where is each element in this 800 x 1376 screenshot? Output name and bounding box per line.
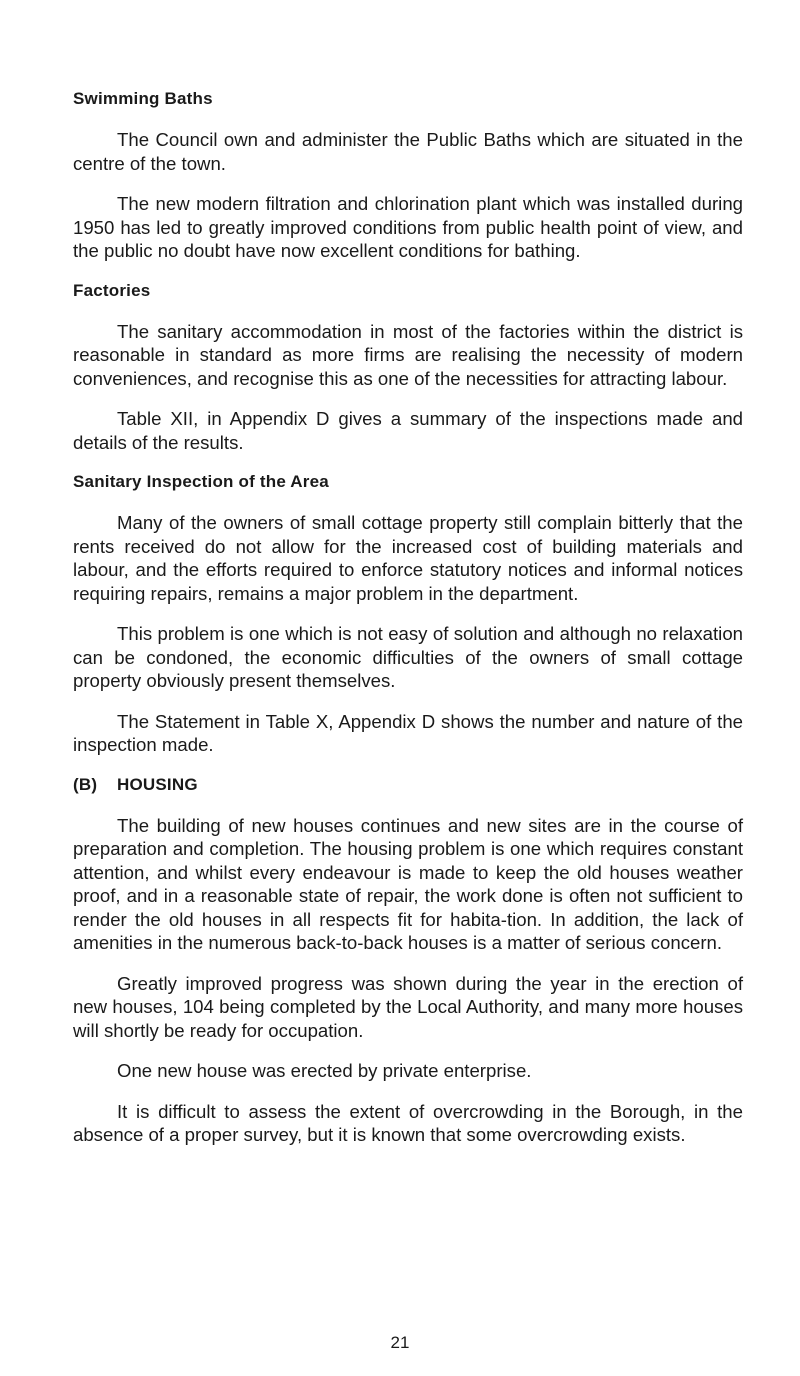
heading-factories: Factories [73, 280, 151, 300]
paragraph: One new house was erected by private enterprise. [117, 1060, 532, 1081]
paragraph: The Statement in Table X, Appendix D shows the number and nature of the inspection made. [73, 710, 743, 755]
paragraph: Many of the owners of small cottage property still complain bitterly that the rents received do not allow for the increased cost of building materials and labour, and the efforts required to enforce statutory notices and informal notices requiring repairs, remains a major problem in the department. [73, 512, 743, 604]
paragraph: The new modern filtration and chlorination plant which was installed during 1950 has led to greatly improved conditions from public health point of view, and the public no doubt have now excellent conditions for bathing. [73, 193, 743, 261]
heading-sanitary-inspection: Sanitary Inspection of the Area [73, 472, 329, 491]
section-letter: (B) [73, 774, 98, 794]
section-title: HOUSING [117, 774, 198, 794]
heading-housing [73, 774, 743, 796]
paragraph: It is difficult to assess the extent of overcrowding in the Borough, in the absence of a proper survey, but it is known that some overcrowding exists. [73, 1100, 743, 1145]
paragraph: The sanitary accommodation in most of the factories within the district is reasonable in standard as more firms are realising the necessity of modern conveniences, and recognise this as one of the necessities for attracting labour. [73, 320, 743, 389]
paragraph: This problem is one which is not easy of solution and although no relaxation can be condoned, the economic difficulties of the owners of small cottage property obviously present themselves. [73, 623, 743, 691]
page-number: 21 [390, 1333, 410, 1352]
paragraph: The building of new houses continues and new sites are in the course of preparation and completion. The housing problem is one which requires constant attention, and whilst every endeavour is made to keep the old houses weather proof, and in a reasonable state of repair, the work done is often not sufficient to render the old houses in all respects fit for habita-tion. In addition, the lack of amenities in the numerous back-to-back houses is a matter of serious concern. [73, 814, 743, 953]
paragraph: Greatly improved progress was shown during the year in the erection of new houses, 104 being completed by the Local Authority, and many more houses will shortly be ready for occupation. [73, 972, 743, 1041]
paragraph: Table XII, in Appendix D gives a summary of the inspections made and details of the results. [73, 408, 743, 453]
paragraph: The Council own and administer the Public Baths which are situated in the centre of the town. [73, 129, 743, 174]
heading-swimming-baths: Swimming Baths [73, 89, 213, 108]
document-page [73, 88, 743, 1164]
